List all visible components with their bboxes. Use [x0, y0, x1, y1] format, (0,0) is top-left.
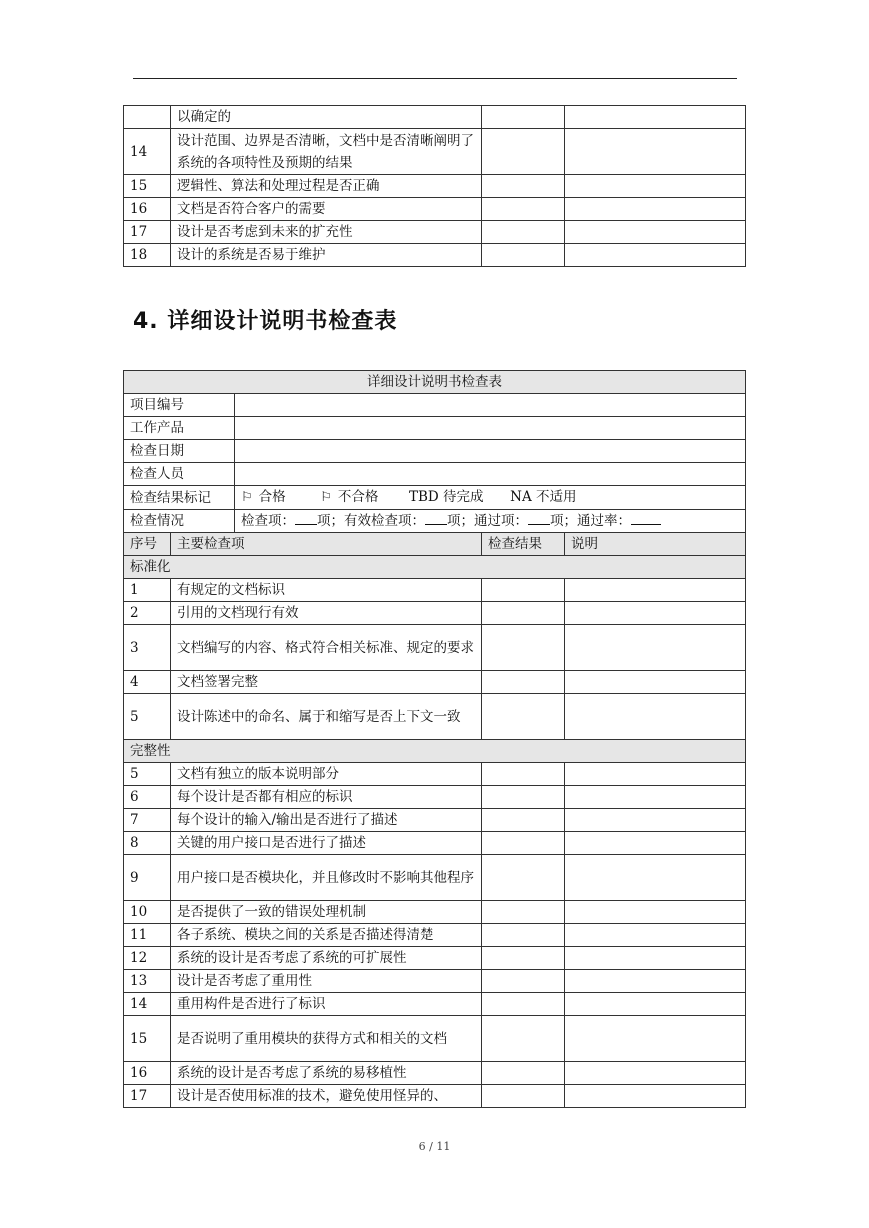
- check-item: 各子系统、模块之间的关系是否描述得清楚: [171, 924, 482, 947]
- header-row: [124, 533, 746, 556]
- row-number: 16: [124, 1062, 171, 1085]
- table-row: [124, 244, 746, 267]
- note-cell[interactable]: [565, 786, 746, 809]
- work-product-value[interactable]: [235, 417, 746, 440]
- row-number: 17: [124, 221, 171, 244]
- result-mark-label: 检查结果标记: [124, 486, 235, 510]
- note-cell[interactable]: [565, 579, 746, 602]
- row-number: 6: [124, 786, 171, 809]
- row-number: 17: [124, 1085, 171, 1108]
- row-number: 12: [124, 947, 171, 970]
- fail-flag-icon: ⚐: [320, 490, 332, 505]
- result-cell[interactable]: [482, 855, 565, 901]
- table-row: [124, 832, 746, 855]
- check-item: 是否提供了一致的错误处理机制: [171, 901, 482, 924]
- table-row: [124, 175, 746, 198]
- result-cell[interactable]: [482, 198, 565, 221]
- result-cell[interactable]: [482, 175, 565, 198]
- note-cell[interactable]: [565, 198, 746, 221]
- check-item: 文档签署完整: [171, 671, 482, 694]
- header-note: 说明: [565, 533, 746, 556]
- row-number: 7: [124, 809, 171, 832]
- check-item: 每个设计是否都有相应的标识: [171, 786, 482, 809]
- check-item: 系统的设计是否考虑了系统的可扩展性: [171, 947, 482, 970]
- tbd-label: 待完成: [443, 489, 484, 505]
- note-cell[interactable]: [565, 763, 746, 786]
- table-row: [124, 809, 746, 832]
- valid-items-blank[interactable]: [425, 510, 447, 525]
- result-cell[interactable]: [482, 1062, 565, 1085]
- field-row: [124, 510, 746, 533]
- section-row: [124, 556, 746, 579]
- section-heading: 4. 详细设计说明书检查表: [133, 309, 398, 334]
- check-item: 文档编写的内容、格式符合相关标准、规定的要求: [171, 625, 482, 671]
- result-cell[interactable]: [482, 901, 565, 924]
- check-item: 设计是否考虑到未来的扩充性: [171, 221, 482, 244]
- table-row: [124, 694, 746, 740]
- row-number: 1: [124, 579, 171, 602]
- pass-label: 合格: [258, 489, 286, 505]
- note-cell[interactable]: [565, 129, 746, 175]
- result-cell[interactable]: [482, 221, 565, 244]
- top-checklist-table: [123, 105, 746, 267]
- note-cell[interactable]: [565, 924, 746, 947]
- note-cell[interactable]: [565, 221, 746, 244]
- header-result: 检查结果: [482, 533, 565, 556]
- table-row: [124, 763, 746, 786]
- check-item: 设计的系统是否易于维护: [171, 244, 482, 267]
- row-number: 5: [124, 763, 171, 786]
- table-row: [124, 198, 746, 221]
- note-cell[interactable]: [565, 244, 746, 267]
- result-cell[interactable]: [482, 924, 565, 947]
- note-cell[interactable]: [565, 106, 746, 129]
- section-name: 完整性: [124, 740, 746, 763]
- checker-value[interactable]: [235, 463, 746, 486]
- result-cell[interactable]: [482, 106, 565, 129]
- field-row: [124, 417, 746, 440]
- table-row: [124, 924, 746, 947]
- result-mark-legend: [235, 486, 746, 510]
- check-item: 重用构件是否进行了标识: [171, 993, 482, 1016]
- result-cell[interactable]: [482, 763, 565, 786]
- table-row: [124, 901, 746, 924]
- table-row: [124, 993, 746, 1016]
- status-unit2: 项；通过项：: [447, 513, 528, 529]
- result-cell[interactable]: [482, 993, 565, 1016]
- check-date-label: 检查日期: [124, 440, 235, 463]
- result-cell[interactable]: [482, 129, 565, 175]
- check-item: 文档有独立的版本说明部分: [171, 763, 482, 786]
- note-cell[interactable]: [565, 901, 746, 924]
- header-rule: [133, 78, 737, 79]
- check-item: 是否说明了重用模块的获得方式和相关的文档: [171, 1016, 482, 1062]
- note-cell[interactable]: [565, 1062, 746, 1085]
- result-cell[interactable]: [482, 832, 565, 855]
- table-row: [124, 947, 746, 970]
- check-item: 设计是否使用标准的技术，避免使用怪异的、: [171, 1085, 482, 1108]
- result-cell[interactable]: [482, 625, 565, 671]
- status-unit3: 项；通过率：: [550, 513, 631, 529]
- status-unit1: 项；有效检查项：: [317, 513, 425, 529]
- check-item: 每个设计的输入/输出是否进行了描述: [171, 809, 482, 832]
- check-item: 引用的文档现行有效: [171, 602, 482, 625]
- note-cell[interactable]: [565, 1085, 746, 1108]
- table-row: [124, 1085, 746, 1108]
- table-row: [124, 1016, 746, 1062]
- header-num: 序号: [124, 533, 171, 556]
- check-item: 以确定的: [171, 106, 482, 129]
- row-number: 14: [124, 129, 171, 175]
- table-row: [124, 221, 746, 244]
- checklist-title: 详细设计说明书检查表: [124, 371, 746, 394]
- header-item: 主要检查项: [171, 533, 482, 556]
- result-cell[interactable]: [482, 1016, 565, 1062]
- row-number: 9: [124, 855, 171, 901]
- row-number: 14: [124, 993, 171, 1016]
- pass-flag-icon: ⚐: [241, 490, 253, 505]
- result-cell[interactable]: [482, 786, 565, 809]
- result-cell[interactable]: [482, 244, 565, 267]
- note-cell[interactable]: [565, 625, 746, 671]
- row-number: 3: [124, 625, 171, 671]
- note-cell[interactable]: [565, 855, 746, 901]
- result-cell[interactable]: [482, 809, 565, 832]
- note-cell[interactable]: [565, 694, 746, 740]
- field-row: [124, 440, 746, 463]
- table-row: [124, 129, 746, 175]
- na-label: 不适用: [536, 489, 577, 505]
- check-item: 文档是否符合客户的需要: [171, 198, 482, 221]
- table-row: [124, 602, 746, 625]
- check-item: 有规定的文档标识: [171, 579, 482, 602]
- note-cell[interactable]: [565, 970, 746, 993]
- field-row: [124, 486, 746, 510]
- field-row: [124, 394, 746, 417]
- passed-items-blank[interactable]: [528, 510, 550, 525]
- page-number: 6 / 11: [418, 1140, 451, 1153]
- check-status-label: 检查情况: [124, 510, 235, 533]
- check-date-value[interactable]: [235, 440, 746, 463]
- na-code: NA: [510, 489, 532, 505]
- check-status-value: [235, 510, 746, 533]
- result-cell[interactable]: [482, 579, 565, 602]
- note-cell[interactable]: [565, 175, 746, 198]
- status-check-items: 检查项：: [241, 513, 295, 529]
- check-item: 设计是否考虑了重用性: [171, 970, 482, 993]
- row-number: 4: [124, 671, 171, 694]
- project-no-value[interactable]: [235, 394, 746, 417]
- table-row: [124, 855, 746, 901]
- row-number: 16: [124, 198, 171, 221]
- table-row: [124, 106, 746, 129]
- row-number: 8: [124, 832, 171, 855]
- table-row: [124, 625, 746, 671]
- note-cell[interactable]: [565, 832, 746, 855]
- row-number: 15: [124, 175, 171, 198]
- row-number: 13: [124, 970, 171, 993]
- table-row: [124, 579, 746, 602]
- check-item: 系统的设计是否考虑了系统的易移植性: [171, 1062, 482, 1085]
- row-number: 10: [124, 901, 171, 924]
- note-cell[interactable]: [565, 1016, 746, 1062]
- row-number: 2: [124, 602, 171, 625]
- row-number: 18: [124, 244, 171, 267]
- table-row: [124, 671, 746, 694]
- note-cell[interactable]: [565, 809, 746, 832]
- detailed-design-checklist: [123, 370, 746, 1108]
- note-cell[interactable]: [565, 993, 746, 1016]
- result-cell[interactable]: [482, 671, 565, 694]
- check-item: 用户接口是否模块化，并且修改时不影响其他程序: [171, 855, 482, 901]
- work-product-label: 工作产品: [124, 417, 235, 440]
- result-cell[interactable]: [482, 947, 565, 970]
- pass-rate-blank[interactable]: [631, 510, 661, 525]
- section-row: [124, 740, 746, 763]
- result-cell[interactable]: [482, 1085, 565, 1108]
- check-items-blank[interactable]: [295, 510, 317, 525]
- check-item: 关键的用户接口是否进行了描述: [171, 832, 482, 855]
- table-row: [124, 970, 746, 993]
- table-row: [124, 786, 746, 809]
- result-cell[interactable]: [482, 602, 565, 625]
- note-cell[interactable]: [565, 602, 746, 625]
- row-number: 15: [124, 1016, 171, 1062]
- check-item: 设计陈述中的命名、属于和缩写是否上下文一致: [171, 694, 482, 740]
- checklist-title-row: [124, 371, 746, 394]
- result-cell[interactable]: [482, 970, 565, 993]
- row-number: 5: [124, 694, 171, 740]
- check-item: 逻辑性、算法和处理过程是否正确: [171, 175, 482, 198]
- field-row: [124, 463, 746, 486]
- row-number: [124, 106, 171, 129]
- check-item: 设计范围、边界是否清晰，文档中是否清晰阐明了系统的各项特性及预期的结果: [171, 129, 482, 175]
- note-cell[interactable]: [565, 947, 746, 970]
- tbd-code: TBD: [409, 489, 439, 505]
- table-row: [124, 1062, 746, 1085]
- row-number: 11: [124, 924, 171, 947]
- note-cell[interactable]: [565, 671, 746, 694]
- project-no-label: 项目编号: [124, 394, 235, 417]
- result-cell[interactable]: [482, 694, 565, 740]
- fail-label: 不合格: [337, 489, 379, 505]
- checker-label: 检查人员: [124, 463, 235, 486]
- section-name: 标准化: [124, 556, 746, 579]
